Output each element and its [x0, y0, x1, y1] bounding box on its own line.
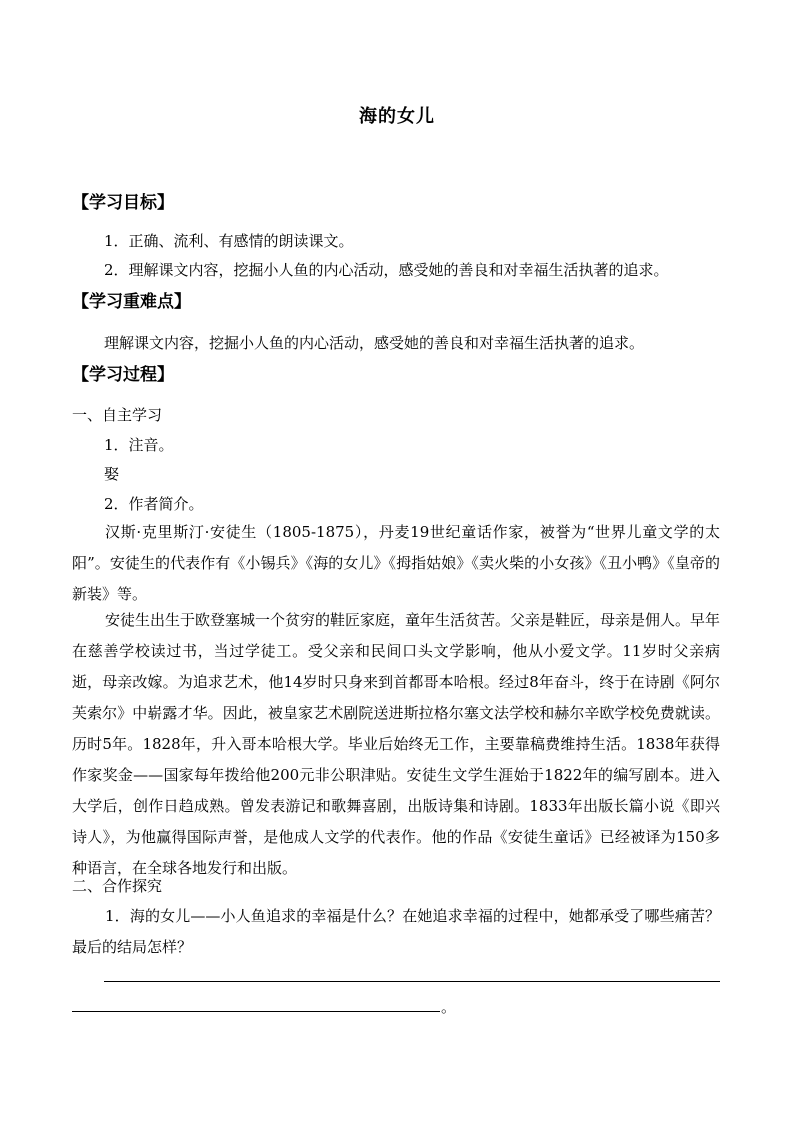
author-bio-paragraph-2: 安徒生出生于欧登塞城一个贫穷的鞋匠家庭，童年生活贫苦。父亲是鞋匠，母亲是佣人。早年在慈善学校读过书，当过学徒工。受父亲和民间口头文学影响，他从小爱文学。11岁时父亲病逝，母亲改嫁。为追求艺术，他14岁时只身来到首都哥本哈根。经过8年奋斗，终于在诗剧《阿尔芙索尔》中崭露才华。因此，被皇家艺术剧院送进斯拉格尔塞文法学校和赫尔辛欧学校免费就读。历时5年。1828年，升入哥本哈根大学。毕业后始终无工作，主要靠稿费维持生活。1838年获得作家奖金——国家每年拨给他200元非公职津贴。安徒生文学生涯始于1822年的编写剧本。进入大学后，创作日趋成熟。曾发表游记和歌舞喜剧，出版诗集和诗剧。1833年出版长篇小说《即兴诗人》，为他赢得国际声誉，是他成人文学的代表作。他的作品《安徒生童话》已经被译为150多种语言，在全球各地发行和出版。	[72, 611, 721, 877]
key-points-heading: 【学习重难点】	[72, 292, 191, 312]
objectives-heading: 【学习目标】	[72, 193, 174, 213]
objective-item-2: 2．理解课文内容，挖掘小人鱼的内心活动，感受她的善良和对幸福生活执著的追求。	[104, 261, 669, 279]
answer-line-2	[72, 1011, 440, 1012]
self-study-heading: 一、自主学习	[72, 406, 163, 424]
key-points-text: 理解课文内容，挖掘小人鱼的内心活动，感受她的善良和对幸福生活执著的追求。	[104, 334, 645, 352]
author-bio-paragraph-1: 汉斯·克里斯汀·安徒生（1805-1875），丹麦19世纪童话作家，被誉为“世界儿童文学的太阳”。安徒生的代表作有《小锡兵》《海的女儿》《拇指姑娘》《卖火柴的小女孩》《丑小鸭》《皇帝的新装》等。	[72, 523, 720, 603]
process-heading: 【学习过程】	[72, 365, 174, 385]
phonetic-item: 1．注音。	[104, 436, 174, 454]
answer-period: 。	[441, 998, 457, 1016]
question-1: 1．海的女儿——小人鱼追求的幸福是什么？在她追求幸福的过程中，她都承受了哪些痛苦？最后的结局怎样？	[72, 907, 720, 956]
document-title: 海的女儿	[359, 106, 435, 127]
answer-line-1	[104, 981, 720, 982]
phonetic-word: 娶	[104, 465, 120, 483]
cooperative-study-heading: 二、合作探究	[72, 877, 163, 895]
author-intro-item: 2．作者简介。	[104, 495, 204, 513]
objective-item-1: 1．正确、流利、有感情的朗读课文。	[104, 232, 354, 250]
